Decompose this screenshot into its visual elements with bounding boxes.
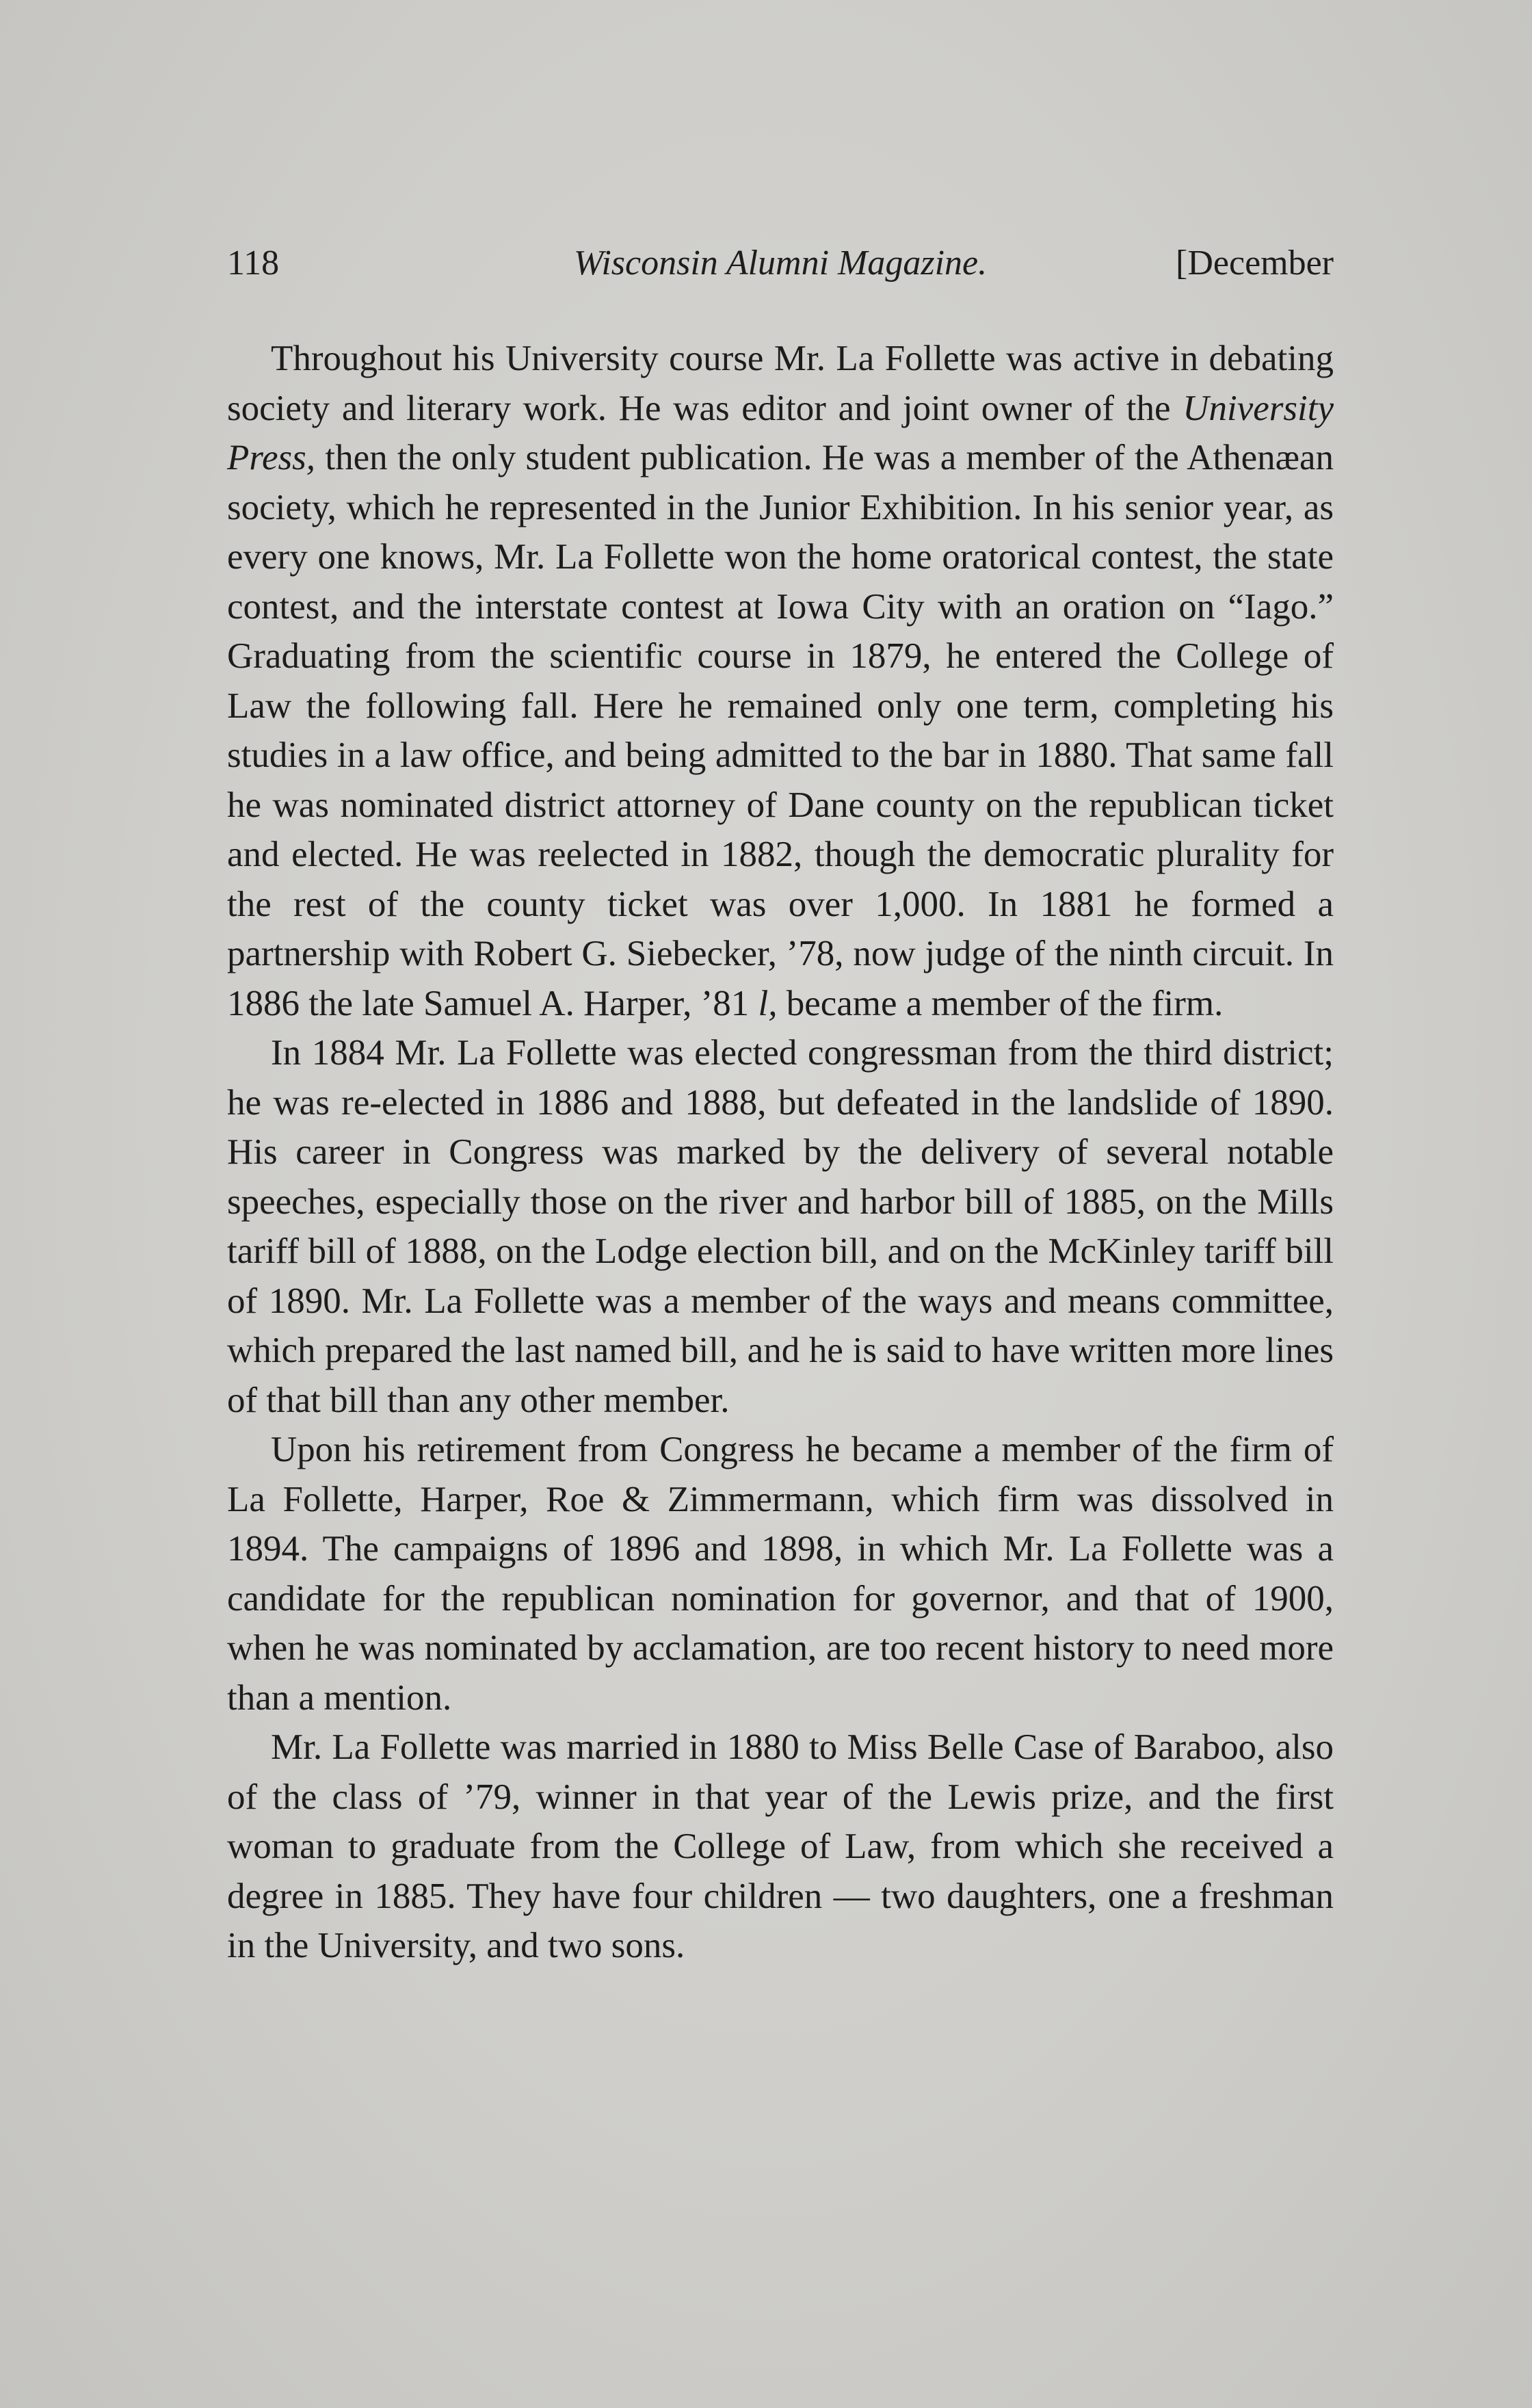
page-number: 118 bbox=[227, 244, 280, 283]
paragraph-1-italic-law: l, bbox=[758, 983, 778, 1023]
paragraph-1-italic-title: University Press, bbox=[227, 388, 1334, 477]
publication-title: Wisconsin Alumni Magazine. bbox=[573, 244, 988, 283]
paragraph-1 bbox=[227, 334, 1334, 1028]
issue-month: [December bbox=[1176, 244, 1334, 283]
article-body bbox=[227, 334, 1334, 1971]
paragraph-4: Mr. La Follette was married in 1880 to Miss Belle Case of Baraboo, also of the class of ’79, winner in that year of the Lewis prize, and the first woman to graduate from the College of Law, from which she received a degree in 1885. They have four children — two daughters, one a freshman in the University, and two sons. bbox=[227, 1727, 1334, 1965]
paragraph-3: Upon his retirement from Congress he became a member of the firm of La Follette, Harper, Roe & Zimmermann, which firm was dissolved in 1894. The campaigns of 1896 and 1898, in which Mr. La Follette was a candidate for the republican nomination for governor, and that of 1900, when he was nominated by acclamation, are too recent history to need more than a mention. bbox=[227, 1430, 1334, 1718]
paragraph-2: In 1884 Mr. La Follette was elected congressman from the third district; he was re-elected in 1886 and 1888, but defeated in the landslide of 1890. His career in Congress was marked by the delivery of several notable speeches, especially those on the river and harbor bill of 1885, on the Mills tariff bill of 1888, on the Lodge election bill, and on the McKinley tariff bill of 1890. Mr. La Follette was a member of the ways and means committee, which prepared the last named bill, and he is said to have written more lines of that bill than any other member. bbox=[227, 1033, 1334, 1420]
paragraph-1-text-a: Throughout his University course Mr. La Follette was active in debating society and literary work. He was editor and joint owner of the bbox=[227, 339, 1334, 428]
paragraph-1-text-b: then the only student publication. He was a member of the Athenæan society, which he represented in the Junior Exhibition. In his senior year, as every one knows, Mr. La Follette won the home oratorical contest, the state contest, and the interstate contest at Iowa City with an oration on “Iago.” Graduating from the scientific course in 1879, he entered the College of Law the following fall. Here he remained only one term, completing his studies in a law office, and being admitted to the bar in 1880. That same fall he was nominated district attorney of Dane county on the republican ticket and elected. He was reelected in 1882, though the democratic plurality for the rest of the county ticket was over 1,000. In 1881 he formed a partnership with Robert G. Siebecker, ’78, now judge of the ninth circuit. In 1886 the late Samuel A. Harper, ’81 bbox=[227, 438, 1334, 1023]
paragraph-1-text-c: became a member of the firm. bbox=[777, 983, 1224, 1023]
running-header bbox=[227, 243, 1334, 304]
